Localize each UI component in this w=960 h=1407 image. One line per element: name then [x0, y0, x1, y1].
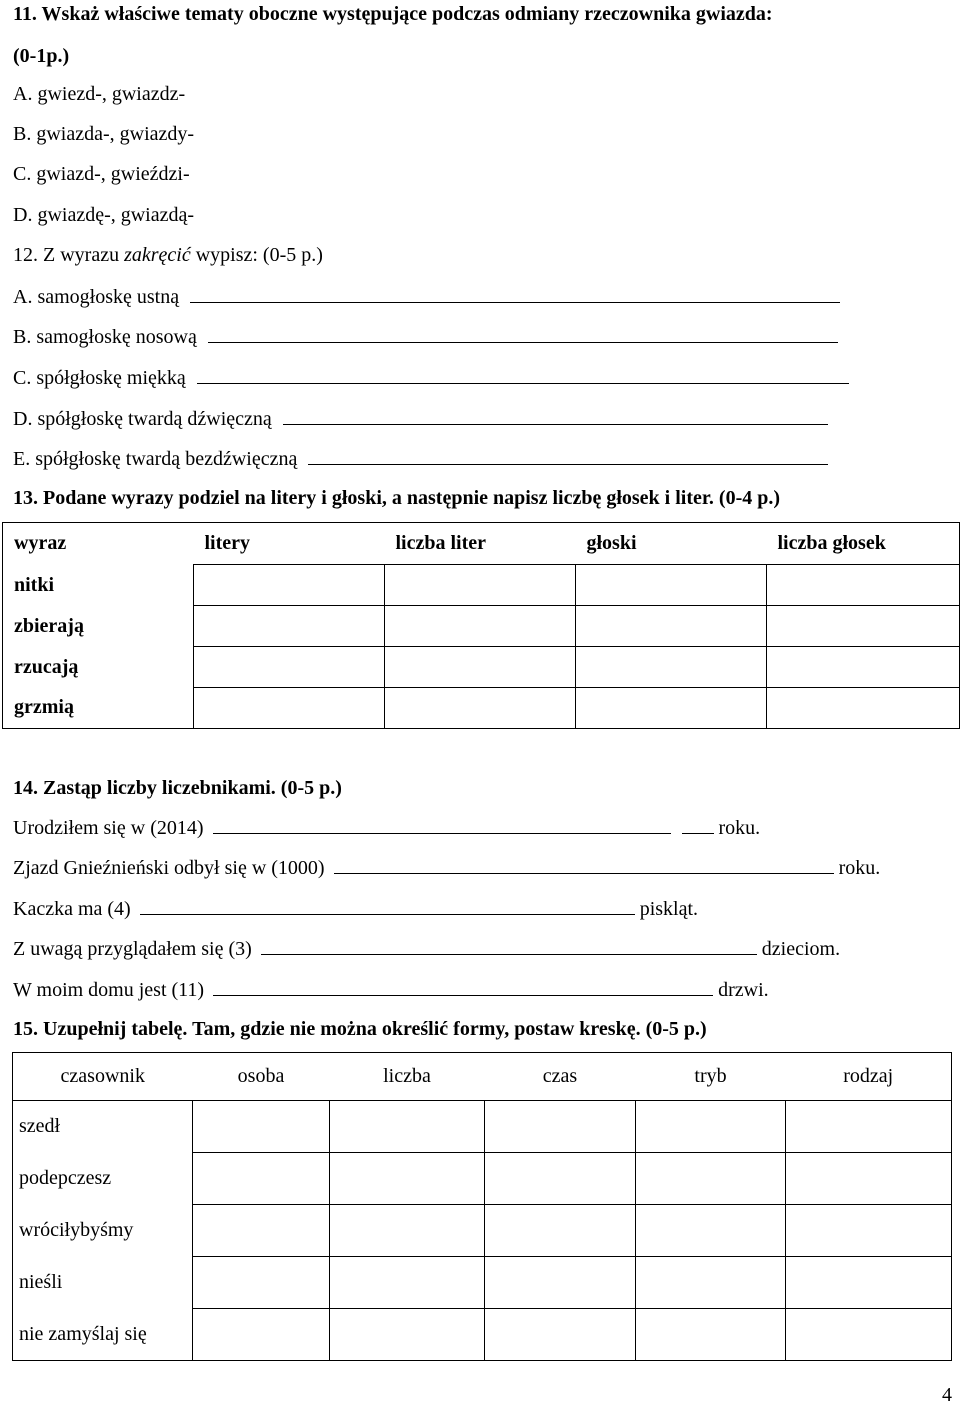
q13-header-cell: liczba liter — [385, 523, 576, 565]
q14-sentence-text: Zjazd Gnieźnieński odbył się w (1000) — [13, 857, 325, 879]
table-row — [13, 1153, 952, 1205]
q15-answer-cell[interactable] — [485, 1153, 636, 1205]
q15-answer-cell[interactable] — [786, 1205, 952, 1257]
q12-title-word: zakręcić — [124, 244, 191, 266]
q13-answer-cell[interactable] — [194, 565, 385, 606]
q13-title: 13. Podane wyrazy podziel na litery i głoski, a następnie napisz liczbę głosek i liter. (0-4 p.) — [13, 487, 781, 509]
table-row — [3, 688, 960, 729]
q12-answer-line-d[interactable] — [283, 406, 828, 425]
q11-option-b: B. gwiazda-, gwiazdy- — [13, 123, 195, 145]
q12-title-pre: 12. Z wyrazu — [13, 244, 125, 266]
q14-answer-line[interactable] — [213, 977, 713, 996]
q14-sentence-text: W moim domu jest (11) — [13, 979, 205, 1001]
q15-answer-cell[interactable] — [330, 1309, 485, 1361]
q14-sentence-1 — [13, 815, 760, 840]
q15-verb-cell: wróciłybyśmy — [13, 1205, 193, 1257]
q15-verb-cell: nieśli — [13, 1257, 193, 1309]
q11-option-a: A. gwiezd-, gwiazdz- — [13, 83, 186, 105]
q14-sentence-suffix: roku. — [718, 817, 761, 839]
q13-answer-cell[interactable] — [767, 565, 960, 606]
q15-table — [12, 1052, 952, 1361]
q14-sentence-suffix: drzwi. — [718, 979, 769, 1001]
q12-item-b — [13, 324, 838, 349]
q15-answer-cell[interactable] — [330, 1257, 485, 1309]
q12-item-b-label: B. samogłoskę nosową — [13, 326, 197, 348]
q13-word-cell: nitki — [3, 565, 194, 606]
q12-answer-line-c[interactable] — [197, 365, 849, 384]
q12-item-c — [13, 365, 849, 390]
table-row — [3, 606, 960, 647]
q12-item-e — [13, 446, 828, 471]
q13-answer-cell[interactable] — [576, 606, 767, 647]
q13-word-cell: zbierają — [3, 606, 194, 647]
q12-item-e-label: E. spółgłoskę twardą bezdźwięczną — [13, 448, 298, 470]
table-row — [13, 1257, 952, 1309]
q12-item-a — [13, 284, 840, 309]
q13-word-cell: grzmią — [3, 688, 194, 729]
table-row — [13, 1205, 952, 1257]
q14-sentence-2 — [13, 855, 880, 880]
q14-answer-line[interactable] — [334, 855, 834, 874]
table-row — [3, 647, 960, 688]
q12-item-c-label: C. spółgłoskę miękką — [13, 367, 186, 389]
q14-answer-line-short[interactable] — [682, 815, 714, 834]
q15-answer-cell[interactable] — [636, 1257, 786, 1309]
q15-header-cell: tryb — [694, 1065, 727, 1087]
q14-answer-line[interactable] — [261, 936, 757, 955]
q11-points: (0-1p.) — [13, 45, 70, 67]
q14-answer-line[interactable] — [213, 815, 671, 834]
q14-sentence-4 — [13, 936, 840, 961]
q14-sentence-suffix: roku. — [838, 857, 881, 879]
q14-answer-line[interactable] — [140, 896, 635, 915]
q15-answer-cell[interactable] — [485, 1309, 636, 1361]
q12-answer-line-b[interactable] — [208, 324, 838, 343]
q15-header-cell: osoba — [237, 1065, 285, 1087]
q15-header-cell: czasownik — [60, 1065, 145, 1087]
q13-header-row — [3, 523, 960, 565]
q13-answer-cell[interactable] — [767, 688, 960, 729]
q14-sentence-3 — [13, 896, 698, 921]
q14-sentence-text: Z uwagą przyglądałem się (3) — [13, 938, 252, 960]
q15-header-row — [13, 1053, 952, 1101]
q15-answer-cell[interactable] — [485, 1205, 636, 1257]
q15-verb-cell: podepczesz — [13, 1153, 193, 1205]
q12-item-d-label: D. spółgłoskę twardą dźwięczną — [13, 408, 272, 430]
q13-answer-cell[interactable] — [767, 647, 960, 688]
q13-header-cell: głoski — [576, 523, 767, 565]
q13-answer-cell[interactable] — [385, 647, 576, 688]
q13-answer-cell[interactable] — [576, 688, 767, 729]
table-row — [13, 1101, 952, 1153]
q15-answer-cell[interactable] — [330, 1205, 485, 1257]
q13-table — [2, 522, 960, 729]
q15-header-cell: liczba — [383, 1065, 431, 1087]
table-row — [3, 565, 960, 606]
q13-answer-cell[interactable] — [385, 565, 576, 606]
q14-sentence-5 — [13, 977, 769, 1002]
q11-option-d: D. gwiazdę-, gwiazdą- — [13, 204, 195, 226]
q15-verb-cell: nie zamyślaj się — [13, 1309, 193, 1361]
q12-item-d — [13, 406, 828, 431]
q14-title: 14. Zastąp liczby liczebnikami. (0-5 p.) — [13, 777, 342, 799]
q12-title-post: wypisz: (0-5 p.) — [190, 244, 323, 266]
q14-sentence-suffix: dzieciom. — [761, 938, 841, 960]
q12-answer-line-e[interactable] — [308, 446, 828, 465]
q15-answer-cell[interactable] — [636, 1153, 786, 1205]
q15-answer-cell[interactable] — [786, 1101, 952, 1153]
q13-header-cell: wyraz — [3, 523, 194, 565]
q13-answer-cell[interactable] — [194, 647, 385, 688]
q15-answer-cell[interactable] — [485, 1101, 636, 1153]
q15-answer-cell[interactable] — [636, 1205, 786, 1257]
q15-answer-cell[interactable] — [786, 1257, 952, 1309]
table-row — [13, 1309, 952, 1361]
q15-header-cell: czas — [542, 1065, 578, 1087]
q11-title: 11. Wskaż właściwe tematy oboczne występujące podczas odmiany rzeczownika gwiazda: — [13, 3, 773, 25]
q15-answer-cell[interactable] — [636, 1101, 786, 1153]
q15-answer-cell[interactable] — [786, 1153, 952, 1205]
q15-answer-cell[interactable] — [193, 1205, 330, 1257]
page-number: 4 — [942, 1384, 952, 1406]
q15-header-cell: rodzaj — [843, 1065, 894, 1087]
q14-sentence-text: Urodziłem się w (2014) — [13, 817, 204, 839]
q15-answer-cell[interactable] — [330, 1101, 485, 1153]
q12-answer-line-a[interactable] — [190, 284, 840, 303]
q13-word-cell: rzucają — [3, 647, 194, 688]
q15-title: 15. Uzupełnij tabelę. Tam, gdzie nie można określić formy, postaw kreskę. (0-5 p.) — [13, 1018, 707, 1040]
q15-answer-cell[interactable] — [786, 1309, 952, 1361]
q13-answer-cell[interactable] — [576, 565, 767, 606]
q15-answer-cell[interactable] — [193, 1153, 330, 1205]
q13-answer-cell[interactable] — [767, 606, 960, 647]
q13-header-cell: litery — [194, 523, 385, 565]
q14-sentence-text: Kaczka ma (4) — [13, 898, 131, 920]
q15-verb-cell: szedł — [13, 1101, 193, 1153]
q13-answer-cell[interactable] — [194, 688, 385, 729]
q15-answer-cell[interactable] — [193, 1257, 330, 1309]
q13-answer-cell[interactable] — [576, 647, 767, 688]
q12-item-a-label: A. samogłoskę ustną — [13, 286, 180, 308]
q12-title — [13, 243, 323, 267]
q13-header-cell: liczba głosek — [767, 523, 960, 565]
q13-answer-cell[interactable] — [194, 606, 385, 647]
q15-answer-cell[interactable] — [330, 1153, 485, 1205]
q15-answer-cell[interactable] — [193, 1309, 330, 1361]
q11-option-c: C. gwiazd-, gwieździ- — [13, 163, 190, 185]
q15-answer-cell[interactable] — [193, 1101, 330, 1153]
q15-answer-cell[interactable] — [485, 1257, 636, 1309]
q14-sentence-suffix: piskląt. — [639, 898, 699, 920]
q15-answer-cell[interactable] — [636, 1309, 786, 1361]
q13-answer-cell[interactable] — [385, 688, 576, 729]
q13-answer-cell[interactable] — [385, 606, 576, 647]
